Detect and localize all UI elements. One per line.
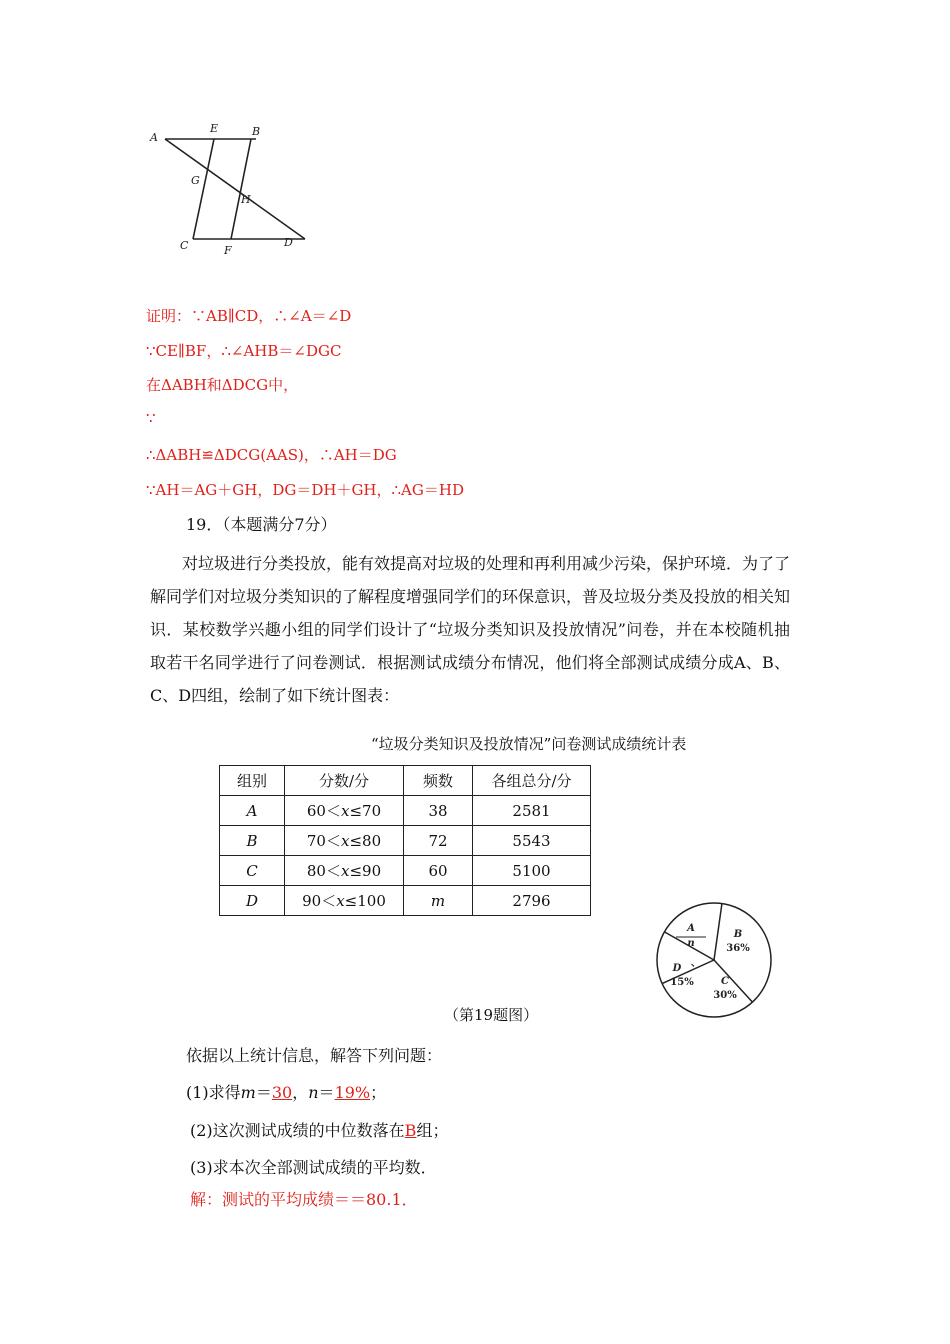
pie-label-c: C xyxy=(721,976,729,987)
pie-mark: 、 xyxy=(691,958,701,969)
geometry-figure xyxy=(140,118,310,263)
table-header-cell: 各组总分/分 xyxy=(473,766,591,796)
table-title: “垃圾分类知识及投放情况”问卷测试成绩统计表 xyxy=(371,735,687,753)
answer-3: (3)求本次全部测试成绩的平均数． xyxy=(190,1158,437,1177)
label-b: B xyxy=(252,125,261,138)
answer-n-value: 19% xyxy=(334,1083,371,1102)
proof-line-4: ∵ xyxy=(146,409,156,427)
proof-line-1: 证明：∵AB∥CD，∴∠A＝∠D xyxy=(146,307,352,325)
segment-ad xyxy=(165,139,305,239)
answers-intro: 依据以上统计信息，解答下列问题： xyxy=(186,1046,443,1065)
stats-table xyxy=(219,765,591,916)
table-header-cell: 分数/分 xyxy=(285,766,404,796)
table-cell-group: A xyxy=(220,796,285,826)
label-h: H xyxy=(241,193,251,206)
pie-label-b: B xyxy=(733,929,743,940)
table-row xyxy=(220,796,591,826)
question-paragraph xyxy=(150,547,790,712)
figure-caption: （第19题图） xyxy=(444,1006,539,1024)
pie-value-c: 30% xyxy=(713,990,737,1001)
pie-value-b: 36% xyxy=(726,943,750,954)
label-c: C xyxy=(180,239,189,252)
pie-value-a: n xyxy=(687,938,695,949)
table-cell-range: 90＜x≤100 xyxy=(285,886,404,916)
label-f: F xyxy=(224,244,232,257)
question-number: 19．（本题满分7分） xyxy=(186,515,337,534)
table-row xyxy=(220,826,591,856)
table-row xyxy=(220,886,591,916)
answer-median-group: B xyxy=(404,1121,417,1140)
answer-1: (1)求得m＝30，n＝19%； xyxy=(186,1083,387,1102)
proof-line-2: ∵CE∥BF，∴∠AHB＝∠DGC xyxy=(146,342,342,360)
table-cell-total: 5543 xyxy=(473,826,591,856)
proof-line-3: 在ΔABH和ΔDCG中， xyxy=(146,376,299,394)
table-cell-freq: m xyxy=(404,886,473,916)
answer-2: (2)这次测试成绩的中位数落在B组； xyxy=(190,1121,449,1140)
proof-line-5: ∴ΔABH≌ΔDCG(AAS)，∴AH＝DG xyxy=(146,446,397,464)
table-header-cell: 频数 xyxy=(404,766,473,796)
label-a: A xyxy=(150,131,158,144)
table-cell-range: 80＜x≤90 xyxy=(285,856,404,886)
label-e: E xyxy=(210,122,219,135)
table-header-cell: 组别 xyxy=(220,766,285,796)
table-cell-freq: 60 xyxy=(404,856,473,886)
table-cell-range: 60＜x≤70 xyxy=(285,796,404,826)
table-cell-group: B xyxy=(220,826,285,856)
table-cell-range: 70＜x≤80 xyxy=(285,826,404,856)
table-cell-total: 2581 xyxy=(473,796,591,826)
table-cell-total: 5100 xyxy=(473,856,591,886)
table-row xyxy=(220,856,591,886)
proof-line-6: ∵AH＝AG＋GH，DG＝DH＋GH，∴AG＝HD xyxy=(146,481,464,499)
segment-ec xyxy=(193,139,214,239)
table-cell-total: 2796 xyxy=(473,886,591,916)
table-cell-group: C xyxy=(220,856,285,886)
pie-chart xyxy=(654,900,774,1020)
label-g: G xyxy=(191,174,200,187)
table-cell-freq: 38 xyxy=(404,796,473,826)
table-cell-group: D xyxy=(220,886,285,916)
answer-m-value: 30 xyxy=(271,1083,293,1102)
pie-value-d: 15% xyxy=(670,977,694,988)
solution-line: 解：测试的平均成绩＝＝80.1． xyxy=(190,1190,418,1209)
pie-label-d: D xyxy=(672,963,682,974)
table-cell-freq: 72 xyxy=(404,826,473,856)
table-header-row xyxy=(220,766,591,796)
label-d: D xyxy=(284,236,293,249)
pie-label-a: A xyxy=(687,923,695,934)
question-paragraph-text: 对垃圾进行分类投放，能有效提高对垃圾的处理和再利用减少污染，保护环境．为了了解同学们对垃圾分类知识的了解程度增强同学们的环保意识，普及垃圾分类及投放的相关知识．某校数学兴趣小组的同学们设计了“垃圾分类知识及投放情况”问卷，并在本校随机抽取若干名同学进行了问卷测试．根据测试成绩分布情况，他们将全部测试成绩分成A、B、C、D四组，绘制了如下统计图表： xyxy=(150,554,791,705)
